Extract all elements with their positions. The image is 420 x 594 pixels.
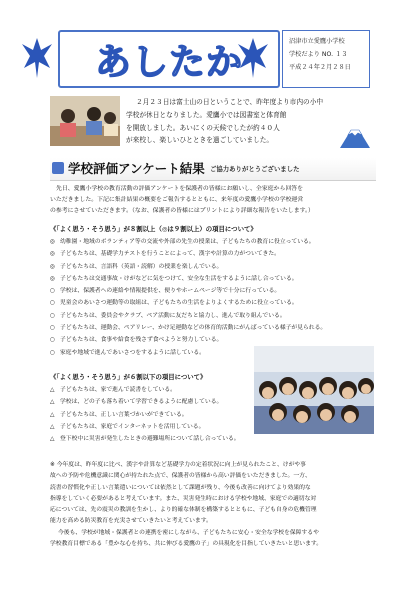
item-text: 子どもたちは交通事故・けがなどに気をつけて、安全な生活をするように話し合っている。 (60, 275, 298, 282)
issue-info-box (282, 30, 370, 88)
rating-mark: △ (50, 387, 55, 393)
rating-mark: △ (50, 411, 55, 418)
section-heading (50, 158, 376, 181)
rating-mark: ○ (50, 349, 56, 356)
rating-mark: ◎ (50, 251, 56, 258)
item-text: 子どもたちは、言語科（英語・読解）の授業を楽しんでいる。 (60, 263, 223, 270)
newsletter-title: あしたか (94, 40, 243, 83)
rating-mark: △ (50, 423, 55, 430)
school-name: 沼津市立愛鷹小学校 (289, 38, 345, 45)
rating-mark: ○ (50, 288, 56, 295)
intro-paragraph: ２月２３日は富士山の日ということで、昨年度より市内の小中 学校が休日となりました。愛鷹小では図書室と体育館 を開放しました。あいにくの天候でしたが約４０人 が来校し、楽しいひとときを過ごしていました。 (126, 98, 324, 145)
section-title: 学校評価アンケート結果 (68, 161, 205, 176)
rating-mark: ○ (50, 325, 56, 332)
high-rating-item (50, 334, 376, 346)
survey-intro: 先日、愛鷹小学校の教育活動の評価アンケートを保護者の皆様にお願いし、全家庭から回答を いただきました。下記に集計結果の概要をご報告するとともに、来年度の愛鷹小学校の学校運営 の参考にさせていただきます。（なお、保護者の皆様にはプリントにより詳細な報告をいたします。） (50, 186, 314, 214)
item-text: 家庭や地域で進んであいさつをするように話している。 (60, 349, 205, 356)
item-text: 子どもたちは、委員会やクラブ、ペア活動に友だちと協力し、進んで取り組んでいる。 (60, 312, 286, 319)
rating-mark: ○ (50, 337, 56, 344)
heading-marker (52, 162, 64, 174)
high-rating-item (50, 261, 376, 273)
low-rating-heading: 《「よく思う・そう思う」が６割以下の項目について》 (50, 373, 207, 381)
bird-icon-left (20, 34, 54, 82)
bird-icon-right (236, 34, 270, 82)
high-rating-item (50, 297, 376, 309)
item-text: 学校は、保護者への連絡や情報提供を、便りやホームページ等で十分に行っている。 (60, 288, 281, 295)
low-rating-item (50, 433, 250, 445)
high-rating-item (50, 273, 376, 285)
low-rating-item (50, 384, 250, 396)
high-rating-list (50, 224, 376, 359)
students-photo (254, 346, 374, 434)
low-rating-item (50, 396, 250, 408)
rating-mark: ◎ (50, 239, 56, 245)
item-text: 学校は、どの子も落ち着いて学習できるように配慮している。 (60, 399, 223, 406)
high-rating-item (50, 236, 376, 248)
issue-number: 学校だより NO. １３ (289, 51, 348, 58)
item-text: 登下校中に災害が発生したときの避難場所について話し合っている。 (60, 436, 240, 443)
high-rating-item (50, 310, 376, 322)
high-rating-item (50, 248, 376, 260)
section-thanks: ご協力ありがとうございました (210, 165, 300, 173)
item-text: 子どもたちは、家庭でインターネットを活用している。 (60, 423, 205, 430)
rating-mark: △ (50, 399, 55, 406)
low-rating-list (50, 372, 250, 445)
rating-mark: ◎ (50, 263, 56, 270)
rating-mark: ○ (50, 312, 56, 319)
item-text: 子どもたちは、基礎学力テストを行うことによって、漢字や計算の力がついてきた。 (60, 251, 280, 258)
item-text: 幼稚園・地域のボランティア等の交流や外部の先生の授業は、子どもたちの教育に役立っている。 (60, 239, 315, 245)
high-rating-item (50, 322, 376, 334)
rating-mark: △ (50, 436, 55, 443)
item-text: 児童会のあいさつ運動等の取組は、子どもたちの生活をよりよくするために役立っている。 (60, 300, 298, 307)
library-photo (50, 96, 120, 146)
rating-mark: ◎ (50, 275, 56, 282)
high-rating-heading: 《「よく思う・そう思う」が８割以上（◎は９割以上）の項目について》 (50, 225, 257, 233)
mount-fuji-icon (340, 124, 370, 148)
item-text: 子どもたちは、家で進んで読書をしている。 (60, 387, 176, 393)
low-rating-item (50, 421, 250, 433)
summary-note: ※ 今年度は、昨年度に比べ、漢字や計算など基礎学力の定着状況に向上が見られたこと、けがや事 故への予防や危機意識に関心が持たれた点で、保護者の皆様から高い評価をいただきました。一方、 読書の習慣化や正しい言葉遣いについては依然として課題が残り、今後も改善に向けてより効果的な 指導をしていく必要があると考えています。また、災害発生時における学校や地域、家庭での適切な対 応については、先の震災の教訓を生かし、より的確な体制を構築するとともに、子ども自身の危機管理 能力を高める防災教育を充実させていきたいと考えています。 今後も、学校が地域・保護者との連携を密にしながら、子どもたちに安心・安全な学校を保障するや 学校教育目標である「豊かな心を持ち、共に伸びる愛鷹の子」の具現化を目指していきたいと思います。 (50, 462, 322, 548)
item-text: 子どもたちは、食事や給食を残さず食べようと努力している。 (60, 337, 223, 344)
item-text: 子どもたちは、運動会、ペアリレー、かけ足運動などの体育的活動にがんばっている様子が見られる。 (60, 325, 327, 332)
item-text: 子どもたちは、正しい言葉づかいができている。 (60, 411, 188, 418)
rating-mark: ○ (50, 300, 56, 307)
low-rating-item (50, 409, 250, 421)
high-rating-item (50, 285, 376, 297)
issue-date: 平成２４年２月２８日 (289, 64, 351, 71)
